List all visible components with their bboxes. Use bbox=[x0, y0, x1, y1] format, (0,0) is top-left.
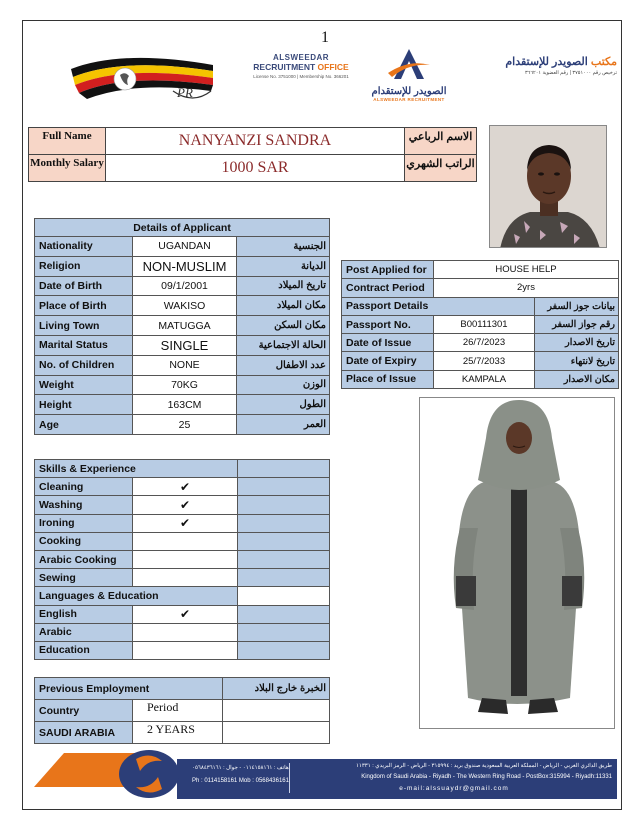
passport-arabic: رقم جواز السفر bbox=[535, 315, 619, 333]
salary-arabic: الراتب الشهري bbox=[405, 155, 477, 182]
full-name-value: NANYANZI SANDRA bbox=[106, 128, 405, 155]
footer-emblem-icon bbox=[116, 749, 182, 799]
details-value: 70KG bbox=[132, 375, 237, 395]
details-value: SINGLE bbox=[132, 335, 237, 355]
skill-label: Washing bbox=[35, 496, 133, 514]
skill-row bbox=[35, 514, 330, 532]
details-arabic: مكان السكن bbox=[237, 316, 330, 336]
details-label: Religion bbox=[35, 256, 133, 276]
details-row bbox=[35, 395, 330, 415]
details-value: MATUGGA bbox=[132, 316, 237, 336]
details-label: Marital Status bbox=[35, 335, 133, 355]
language-row bbox=[35, 623, 330, 641]
details-table bbox=[34, 218, 330, 435]
language-extra bbox=[238, 623, 330, 641]
language-check bbox=[133, 623, 238, 641]
passport-section-title: Passport Details bbox=[342, 297, 535, 315]
passport-arabic: تاريخ لانتهاء bbox=[535, 352, 619, 370]
languages-header-blank bbox=[238, 587, 330, 605]
passport-section-row bbox=[342, 297, 619, 315]
skills-title: Skills & Experience bbox=[35, 460, 238, 478]
passport-row bbox=[342, 352, 619, 370]
skill-check bbox=[133, 550, 238, 568]
a-logo-arabic: الصويدر للإستقدام bbox=[371, 86, 447, 97]
prev-title-arabic: الخبرة خارج البلاد bbox=[222, 678, 329, 700]
details-value: 163CM bbox=[132, 395, 237, 415]
passport-row bbox=[342, 370, 619, 388]
details-value: 25 bbox=[132, 415, 237, 435]
details-row bbox=[35, 335, 330, 355]
applicant-headshot-photo bbox=[489, 125, 607, 248]
footer-phone-arabic: هاتف : ٠١١٤١٥٨١٦١ - جوال : ٠٥٦٨٤٣٦١٦١ bbox=[192, 765, 289, 771]
office-logo-sub: ترخيص رقم ٣٧٥١٠٠٠ | رقم العضوية ٣٦٦٢٠١ bbox=[524, 70, 617, 76]
details-arabic: الديانة bbox=[237, 256, 330, 276]
footer-divider bbox=[289, 763, 290, 793]
full-name-label: Full Name bbox=[29, 128, 106, 155]
prev-period-value: 2 YEARS bbox=[133, 722, 223, 744]
passport-section-arabic: بيانات جوز السفر bbox=[535, 297, 619, 315]
post-label: Post Applied for bbox=[342, 261, 434, 279]
salary-label: Monthly Salary bbox=[29, 155, 106, 182]
details-header-row bbox=[35, 219, 330, 237]
details-label: No. of Children bbox=[35, 355, 133, 375]
language-label: Arabic bbox=[35, 623, 133, 641]
skills-header-row bbox=[35, 460, 330, 478]
details-value: 09/1/2001 bbox=[132, 276, 237, 296]
post-row bbox=[342, 261, 619, 279]
details-row bbox=[35, 355, 330, 375]
language-check bbox=[133, 605, 238, 623]
languages-header-row bbox=[35, 587, 330, 605]
cv-page bbox=[22, 20, 622, 810]
prev-data-row bbox=[35, 722, 330, 744]
prev-blank bbox=[222, 722, 329, 744]
details-label: Age bbox=[35, 415, 133, 435]
skill-check bbox=[133, 569, 238, 587]
contract-label: Contract Period bbox=[342, 279, 434, 297]
salary-row bbox=[29, 155, 477, 182]
skill-label: Cleaning bbox=[35, 478, 133, 496]
details-value: WAKISO bbox=[132, 296, 237, 316]
prev-country-label: Country bbox=[35, 700, 133, 722]
applicant-full-body-photo bbox=[419, 397, 615, 729]
passport-label: Place of Issue bbox=[342, 370, 434, 388]
logo-line1: ALSWEEDAR bbox=[272, 53, 330, 62]
details-arabic: الجنسية bbox=[237, 237, 330, 257]
details-row bbox=[35, 375, 330, 395]
post-value: HOUSE HELP bbox=[434, 261, 619, 279]
language-label: Education bbox=[35, 641, 133, 659]
skill-extra bbox=[238, 550, 330, 568]
uganda-flag-logo bbox=[63, 47, 223, 109]
salary-value: 1000 SAR bbox=[106, 155, 405, 182]
a-letter-icon bbox=[384, 47, 434, 81]
office-logo-word1: مكتب bbox=[590, 56, 617, 68]
language-check bbox=[133, 641, 238, 659]
details-label: Nationality bbox=[35, 237, 133, 257]
details-arabic: مكان الميلاد bbox=[237, 296, 330, 316]
details-label: Height bbox=[35, 395, 133, 415]
logo-line3: License No. 3751000 | Membership No. 366201 bbox=[253, 74, 349, 79]
check-mark-icon: ✔ bbox=[179, 479, 191, 494]
prev-period-label: Period bbox=[133, 700, 223, 722]
footer-phone-english: Ph : 0114158161 Mob : 0568436161 bbox=[192, 778, 289, 784]
details-label: Living Town bbox=[35, 316, 133, 336]
passport-value: 26/7/2023 bbox=[434, 334, 535, 352]
skill-extra bbox=[238, 496, 330, 514]
passport-label: Date of Expiry bbox=[342, 352, 434, 370]
check-mark-icon: ✔ bbox=[179, 516, 191, 531]
skill-extra bbox=[238, 532, 330, 550]
skill-row bbox=[35, 550, 330, 568]
details-arabic: الوزن bbox=[237, 375, 330, 395]
skill-extra bbox=[238, 478, 330, 496]
details-row bbox=[35, 296, 330, 316]
office-logo-title bbox=[459, 55, 617, 68]
details-label: Place of Birth bbox=[35, 296, 133, 316]
prev-title: Previous Employment bbox=[35, 678, 223, 700]
check-mark-icon: ✔ bbox=[179, 497, 191, 512]
language-row bbox=[35, 641, 330, 659]
details-value: UGANDAN bbox=[132, 237, 237, 257]
skill-row bbox=[35, 496, 330, 514]
details-row bbox=[35, 276, 330, 296]
office-arabic-logo bbox=[459, 55, 617, 76]
contract-value: 2yrs bbox=[434, 279, 619, 297]
language-label: English bbox=[35, 605, 133, 623]
details-arabic: عدد الاطفال bbox=[237, 355, 330, 375]
details-arabic: الطول bbox=[237, 395, 330, 415]
contract-row bbox=[342, 279, 619, 297]
skills-header-blank bbox=[238, 460, 330, 478]
details-label: Weight bbox=[35, 375, 133, 395]
passport-value: KAMPALA bbox=[434, 370, 535, 388]
footer-address-arabic: طريق الدائري الغربي - الرياض - المملكة العربية السعودية صندوق بريد : ٣١٥٩٩٤ - الرياض - الرمز البريدي : ١١٣٣١ bbox=[355, 763, 612, 769]
languages-title: Languages & Education bbox=[35, 587, 238, 605]
skill-row bbox=[35, 532, 330, 550]
check-mark-icon: ✔ bbox=[179, 607, 191, 622]
footer-banner bbox=[34, 745, 617, 799]
language-row bbox=[35, 605, 330, 623]
skill-row bbox=[35, 478, 330, 496]
alsweedar-recruitment-logo bbox=[231, 53, 371, 89]
skills-table bbox=[34, 459, 330, 660]
a-letter-logo bbox=[368, 47, 450, 109]
passport-arabic: تاريخ الاصدار bbox=[535, 334, 619, 352]
passport-value: B00111301 bbox=[434, 315, 535, 333]
details-row bbox=[35, 415, 330, 435]
skill-row bbox=[35, 569, 330, 587]
details-row bbox=[35, 316, 330, 336]
pr-logo-text: PR bbox=[177, 85, 193, 100]
post-passport-table bbox=[341, 260, 619, 389]
page-number: 1 bbox=[321, 29, 329, 46]
skill-label: Arabic Cooking bbox=[35, 550, 133, 568]
skill-extra bbox=[238, 514, 330, 532]
logo-line2a: RECRUITMENT bbox=[253, 62, 316, 72]
footer-email: e-mail:alssuaydr@gmail.com bbox=[399, 785, 509, 792]
previous-employment-table bbox=[34, 677, 330, 744]
details-arabic: العمر bbox=[237, 415, 330, 435]
details-value: NON-MUSLIM bbox=[132, 256, 237, 276]
language-extra bbox=[238, 641, 330, 659]
passport-arabic: مكان الاصدار bbox=[535, 370, 619, 388]
skill-check bbox=[133, 532, 238, 550]
name-salary-table bbox=[28, 127, 477, 182]
details-value: NONE bbox=[132, 355, 237, 375]
logo-line2 bbox=[231, 62, 371, 72]
details-title: Details of Applicant bbox=[35, 219, 330, 237]
details-label: Date of Birth bbox=[35, 276, 133, 296]
details-arabic: الحالة الاجتماعية bbox=[237, 335, 330, 355]
passport-row bbox=[342, 334, 619, 352]
skill-label: Sewing bbox=[35, 569, 133, 587]
prev-country-value: SAUDI ARABIA bbox=[35, 722, 133, 744]
skill-check bbox=[133, 514, 238, 532]
details-arabic: تاريخ الميلاد bbox=[237, 276, 330, 296]
a-logo-english: ALSWEEDAR RECRUITMENT bbox=[373, 97, 445, 102]
passport-label: Passport No. bbox=[342, 315, 434, 333]
full-name-arabic: الاسم الرباعي bbox=[405, 128, 477, 155]
details-row bbox=[35, 237, 330, 257]
skill-check bbox=[133, 478, 238, 496]
skill-label: Ironing bbox=[35, 514, 133, 532]
skill-check bbox=[133, 496, 238, 514]
prev-labels-row bbox=[35, 700, 330, 722]
prev-blank bbox=[222, 700, 329, 722]
skill-extra bbox=[238, 569, 330, 587]
full-name-row bbox=[29, 128, 477, 155]
prev-header-row bbox=[35, 678, 330, 700]
details-row bbox=[35, 256, 330, 276]
skill-label: Cooking bbox=[35, 532, 133, 550]
passport-row bbox=[342, 315, 619, 333]
passport-value: 25/7/2033 bbox=[434, 352, 535, 370]
office-logo-word2: الصويدر للإستقدام bbox=[505, 56, 588, 68]
passport-label: Date of Issue bbox=[342, 334, 434, 352]
logo-line2b: OFFICE bbox=[317, 62, 349, 72]
language-extra bbox=[238, 605, 330, 623]
footer-address-english: Kingdom of Saudi Arabia - Riyadh - The Western Ring Road - PostBox:315994 - Riyadh:11331 bbox=[361, 774, 612, 780]
